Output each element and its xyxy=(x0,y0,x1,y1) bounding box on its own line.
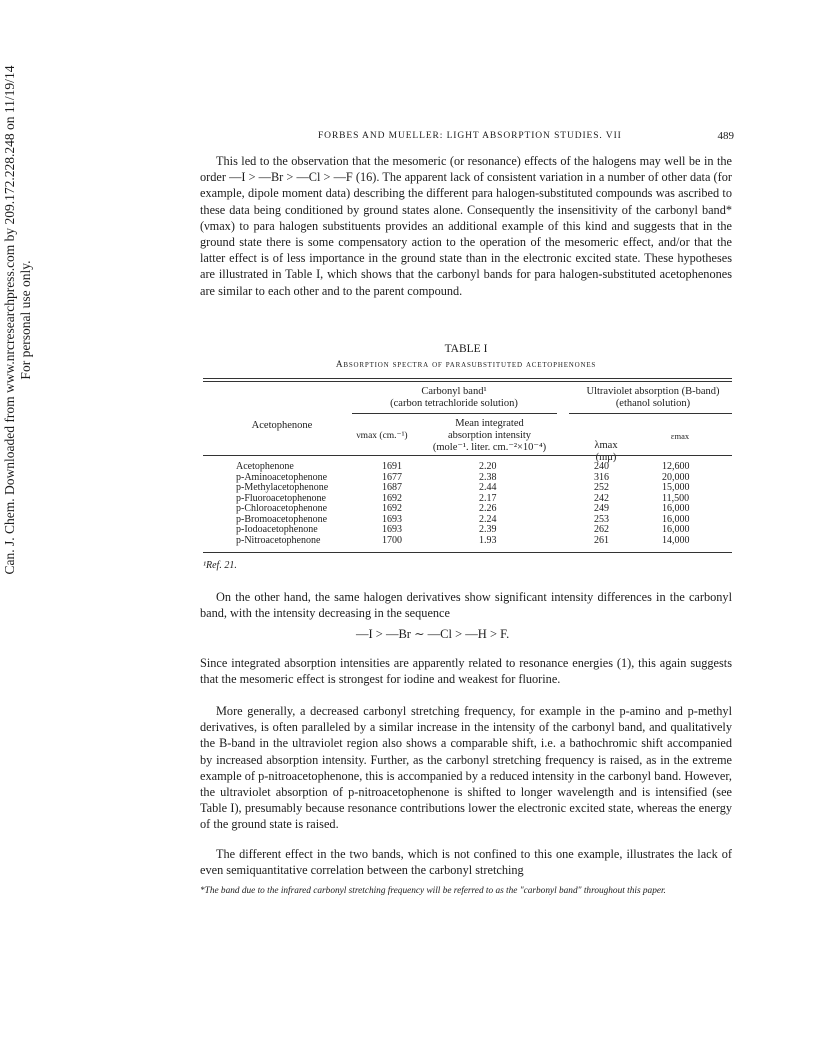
table-cell-intensity: 2.38 xyxy=(479,471,497,483)
table-cell-nu: 1700 xyxy=(382,534,402,546)
carbonyl-group-rule xyxy=(352,413,557,414)
page-footnote: *The band due to the infrared carbonyl stretching frequency will be referred to as the "carbonyl band" throughout this paper. xyxy=(200,886,666,896)
table-cell-nu: 1693 xyxy=(382,513,402,525)
table-cell-compound: p-Chloroacetophenone xyxy=(236,503,328,514)
table-caption: Absorption spectra of parasubstituted acetophenones xyxy=(335,360,597,370)
table-cell-eps: 12,600 xyxy=(662,461,690,472)
table-cell-intensity: 2.44 xyxy=(479,482,497,493)
table-cell-nu: 1677 xyxy=(382,471,402,483)
table-top-rule-double xyxy=(203,381,732,382)
table-row xyxy=(236,504,706,515)
table-cell-compound: p-Nitroacetophenone xyxy=(236,534,321,546)
table-cell-eps: 16,000 xyxy=(662,524,690,535)
header-nu-max: νmax (cm.⁻¹) xyxy=(356,431,408,441)
table-cell-intensity: 2.39 xyxy=(479,524,497,535)
uv-group-rule xyxy=(569,413,732,414)
watermark-line-1: Can. J. Chem. Downloaded from www.nrcresearchpress.com by 209.172.228.248 on 11/19/14 xyxy=(2,65,17,575)
table-cell-eps: 20,000 xyxy=(662,471,690,483)
table-cell-lam: 262 xyxy=(594,524,609,535)
table-row xyxy=(236,536,706,547)
table-header-rule xyxy=(203,455,732,456)
table-cell-nu: 1692 xyxy=(382,503,402,514)
table-cell-intensity: 1.93 xyxy=(479,534,497,546)
table-row xyxy=(236,483,706,494)
table-bottom-rule xyxy=(203,552,732,553)
table-number: TABLE I xyxy=(444,343,488,355)
paragraph-intensity: On the other hand, the same halogen derivatives show significant intensity differences in the carbonyl band, with the intensity decreasing in the sequence xyxy=(200,590,732,621)
header-uv-group: Ultraviolet absorption (B-band) (ethanol solution) xyxy=(586,386,720,409)
header-carbonyl-group: Carbonyl band¹ (carbon tetrachloride solution) xyxy=(390,386,518,409)
table-row xyxy=(236,462,706,473)
download-watermark xyxy=(2,0,34,640)
running-title: FORBES AND MUELLER: LIGHT ABSORPTION STUDIES. VII xyxy=(318,131,622,141)
table-cell-eps: 14,000 xyxy=(662,534,690,546)
paragraph-intro: This led to the observation that the mesomeric (or resonance) effects of the halogens may well be in the order —I > —Br > —Cl > —F (16). The apparent lack of consistent variation in a number of other data (for example, dipole moment data) describing the different para halogen-substituted compounds was ascribed to these data being conditioned by ground states alone. Consequently the insensitivity of the carbonyl band* (νmax) to para halogen substituents provides an additional example of this kind and suggests that in the ground state there is some compensatory action to the operation of the mesomeric effect, and/or that the latter effect is of less importance in the ground state than in the electronic excited state. These hypotheses are illustrated in Table I, which shows that the carbonyl bands for para halogen-substituted acetophenones are similar to each other and to the parent compound. xyxy=(200,154,732,298)
table-cell-eps: 16,000 xyxy=(662,513,690,525)
table-cell-nu: 1691 xyxy=(382,461,402,472)
paragraph-different-effect: The different effect in the two bands, which is not confined to this one example, illustrates the lack of even semiquantitative correlation between the carbonyl stretching xyxy=(200,847,732,878)
table-cell-compound: p-Iodoacetophenone xyxy=(236,524,318,535)
table-cell-lam: 253 xyxy=(594,513,609,525)
header-compound: Acetophenone xyxy=(251,420,313,431)
table-cell-compound: p-Aminoacetophenone xyxy=(236,471,328,483)
table-cell-compound: p-Fluoroacetophenone xyxy=(236,492,326,504)
table-cell-eps: 16,000 xyxy=(662,503,690,514)
paragraph-general: More generally, a decreased carbonyl stretching frequency, for example in the p-amino and p-methyl derivatives, is often paralleled by a similar increase in the intensity of the carbonyl band, and qualitatively the B-band in the ultraviolet region also shows a comparable shift, i.e. a bathochromic shift accompanied by increased absorption intensity. Further, as the carbonyl stretching frequency is raised, as in the extreme example of p-nitroacetophenone, this is accompanied by a reduced intensity in the carbonyl band. However, the ultraviolet absorption of p-nitroacetophenone is shifted to longer wavelength and is intensified (see Table I), presumably because resonance contributions lower the electronic excited state, whereas the energy of the ground state is raised. xyxy=(200,704,732,832)
table-cell-lam: 249 xyxy=(594,503,609,514)
table-cell-eps: 15,000 xyxy=(662,482,690,493)
header-intensity: Mean integrated absorption intensity (mole⁻¹. liter. cm.⁻²×10⁻⁴) xyxy=(432,418,547,453)
table-cell-eps: 11,500 xyxy=(662,492,690,504)
header-epsilon-max: εmax xyxy=(670,431,690,441)
table-cell-compound: Acetophenone xyxy=(236,461,294,472)
header-lambda-max: λmax (mμ) xyxy=(594,440,618,463)
table-cell-lam: 252 xyxy=(594,482,609,493)
table-cell-intensity: 2.20 xyxy=(479,461,497,472)
table-cell-nu: 1693 xyxy=(382,524,402,535)
table-cell-lam: 240 xyxy=(594,461,609,472)
page-number: 489 xyxy=(717,130,734,142)
table-cell-nu: 1687 xyxy=(382,482,402,493)
table-cell-compound: p-Methylacetophenone xyxy=(236,482,329,493)
paragraph-resonance: Since integrated absorption intensities are apparently related to resonance energies (1), this again suggests that the mesomeric effect is strongest for iodine and weakest for fluorine. xyxy=(200,656,732,687)
table-footnote: ¹Ref. 21. xyxy=(203,560,237,571)
table-cell-lam: 242 xyxy=(594,492,609,504)
table-cell-lam: 316 xyxy=(594,471,609,483)
table-row xyxy=(236,525,706,536)
table-cell-lam: 261 xyxy=(594,534,609,546)
table-cell-intensity: 2.26 xyxy=(479,503,497,514)
table-cell-compound: p-Bromoacetophenone xyxy=(236,513,328,525)
watermark-line-2: For personal use only. xyxy=(18,260,33,380)
table-cell-intensity: 2.24 xyxy=(479,513,497,525)
table-top-rule xyxy=(203,378,732,379)
table-cell-nu: 1692 xyxy=(382,492,402,504)
running-header xyxy=(318,131,734,141)
table-cell-intensity: 2.17 xyxy=(479,492,497,504)
halogen-sequence: —I > —Br ∼ —Cl > —H > F. xyxy=(356,627,510,641)
